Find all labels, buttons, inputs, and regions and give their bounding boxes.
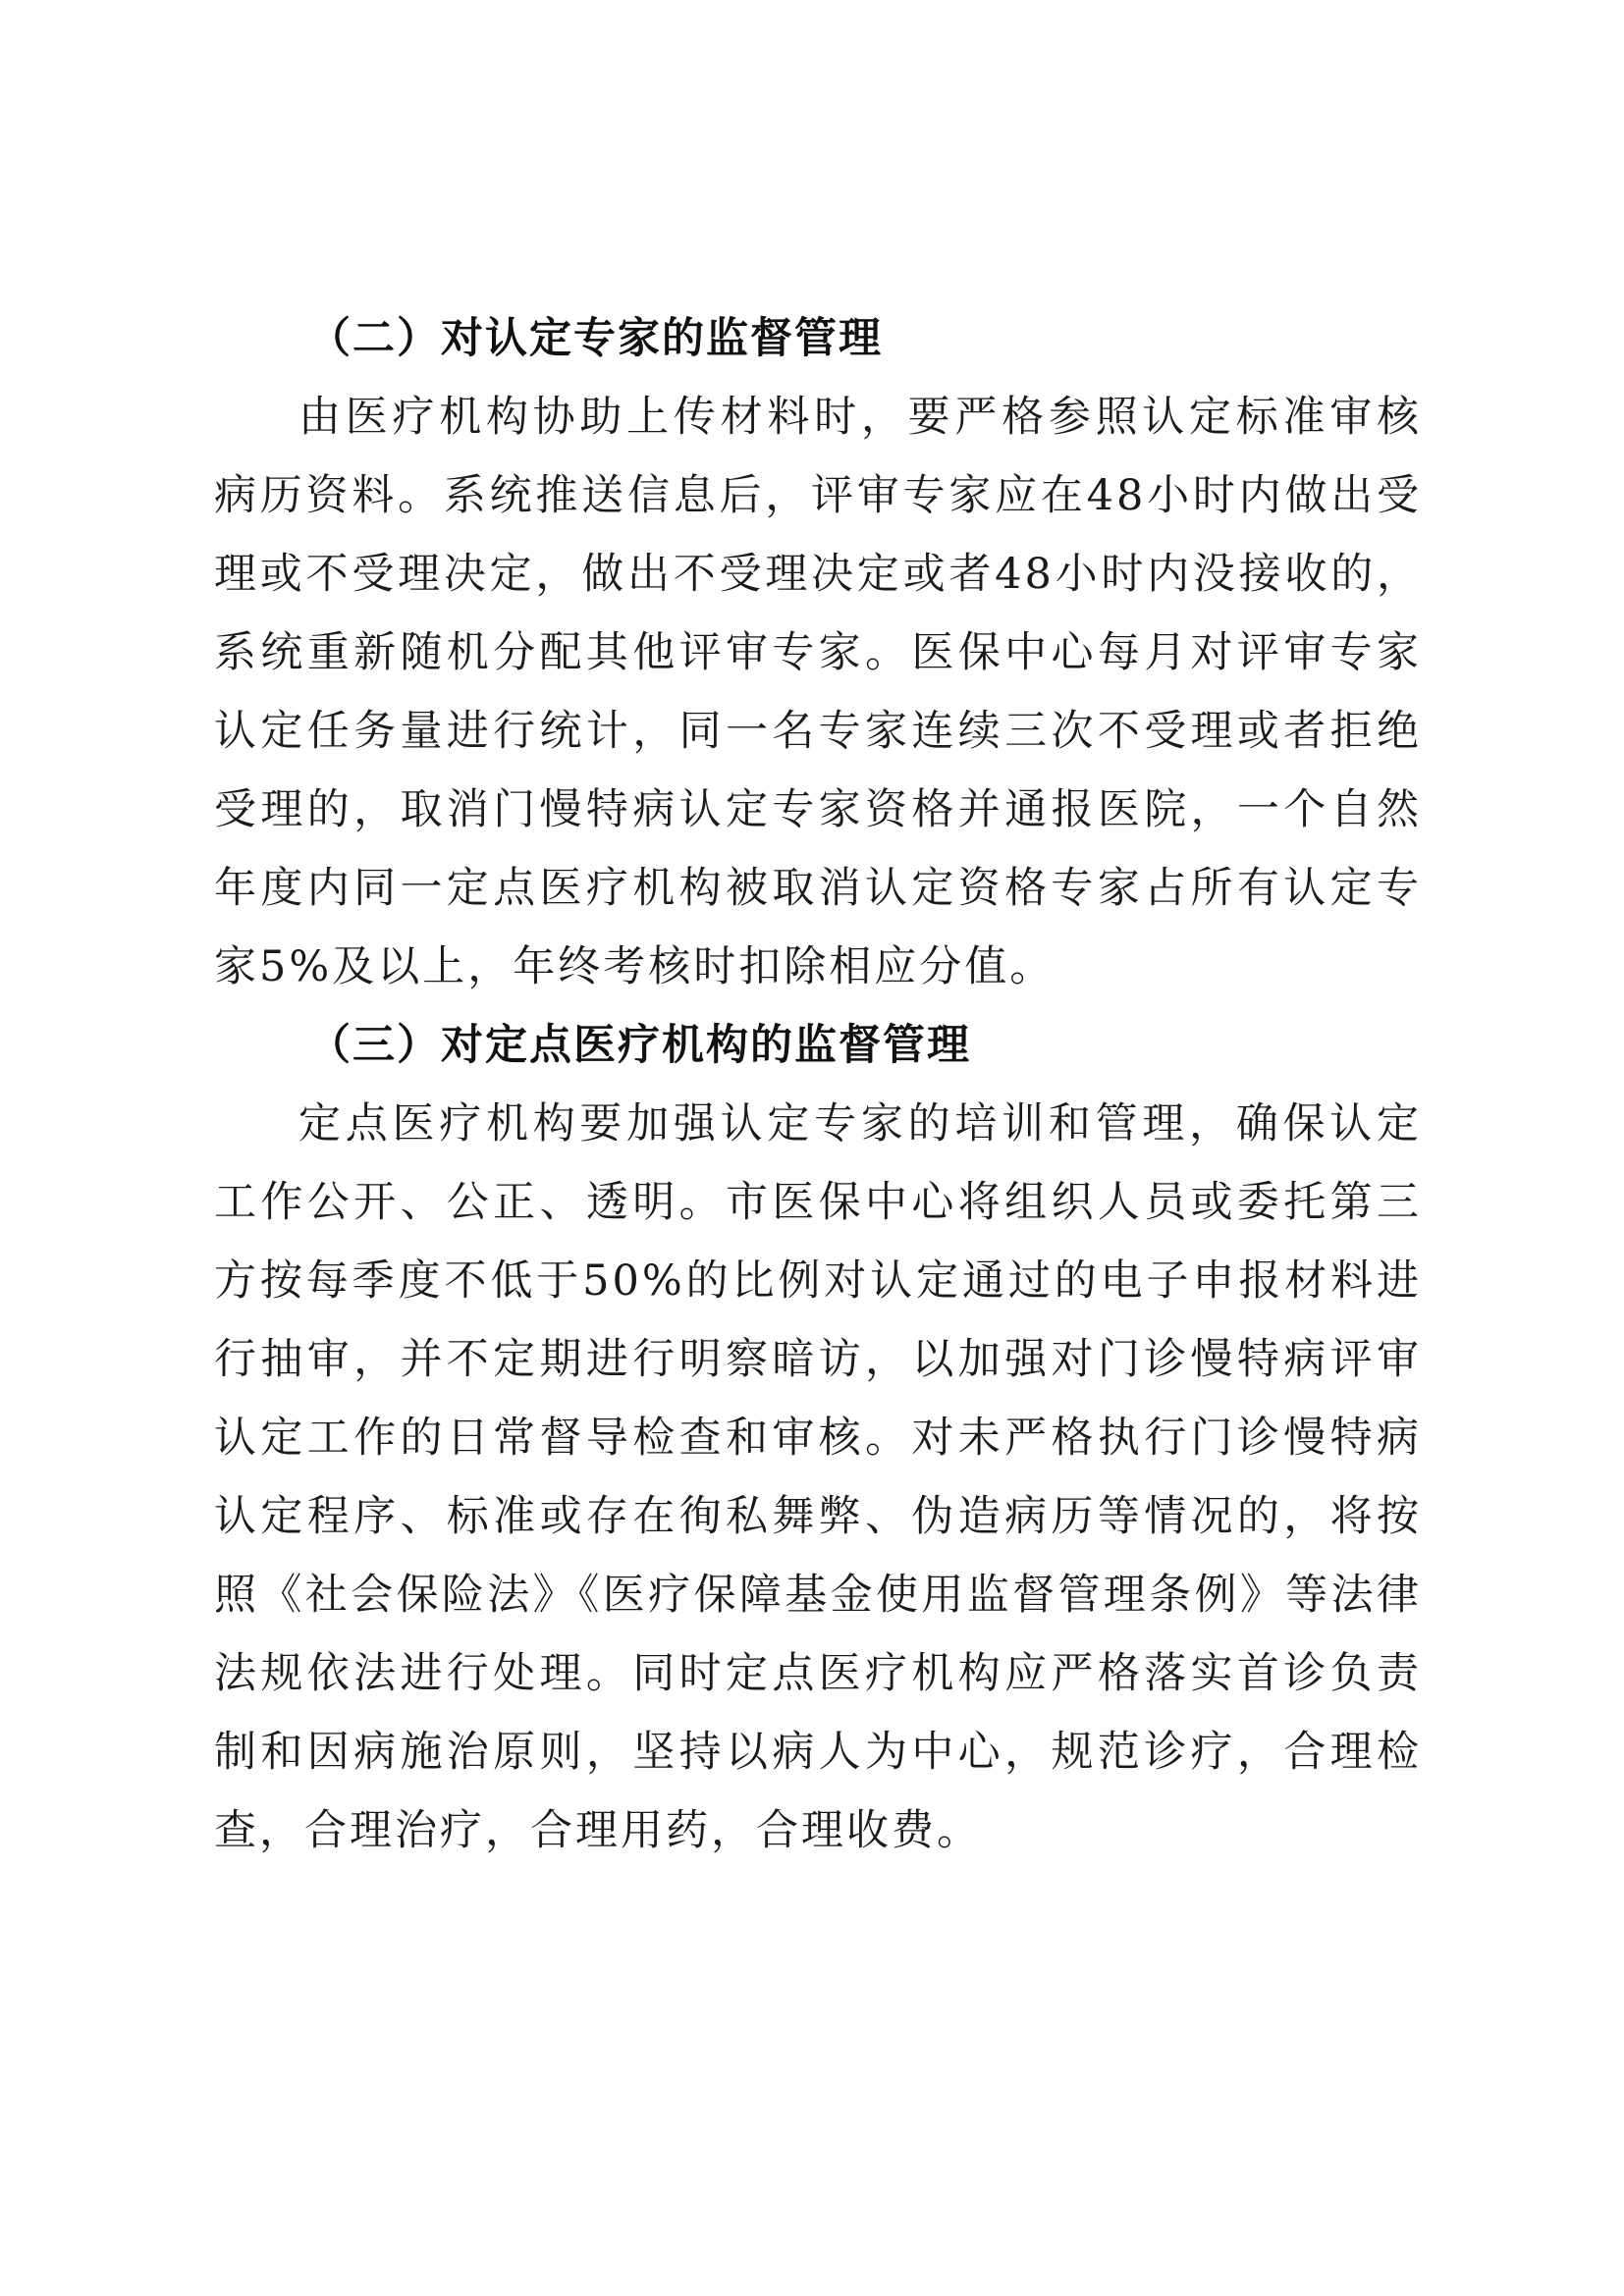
document-body [214,299,1422,1870]
section-heading-supervision-of-experts: （二）对认定专家的监督管理 [308,314,883,363]
section-paragraph-supervision-of-institutions: 定点医疗机构要加强认定专家的培训和管理，确保认定工作公开、公正、透明。市医保中心将组织人员或委托第三方按每季度不低于50%的比例对认定通过的电子申报材料进行抽审，并不定期进行明察暗访，以加强对门诊慢特病评审认定工作的日常督导检查和审核。对未严格执行门诊慢特病认定程序、标准或存在徇私舞弊、伪造病历等情况的，将按照《社会保险法》《医疗保障基金使用监督管理条例》等法律法规依法进行处理。同时定点医疗机构应严格落实首诊负责制和因病施治原则，坚持以病人为中心，规范诊疗，合理检查，合理治疗，合理用药，合理收费。 [214,1099,1422,1855]
section-heading-supervision-of-institutions: （三）对定点医疗机构的监督管理 [308,1021,971,1070]
section-paragraph-supervision-of-experts: 由医疗机构协助上传材料时，要严格参照认定标准审核病历资料。系统推送信息后，评审专家应在48小时内做出受理或不受理决定，做出不受理决定或者48小时内没接收的，系统重新随机分配其他评审专家。医保中心每月对评审专家认定任务量进行统计，同一名专家连续三次不受理或者拒绝受理的，取消门慢特病认定专家资格并通报医院，一个自然年度内同一定点医疗机构被取消认定资格专家占所有认定专家5%及以上，年终考核时扣除相应分值。 [214,393,1422,991]
